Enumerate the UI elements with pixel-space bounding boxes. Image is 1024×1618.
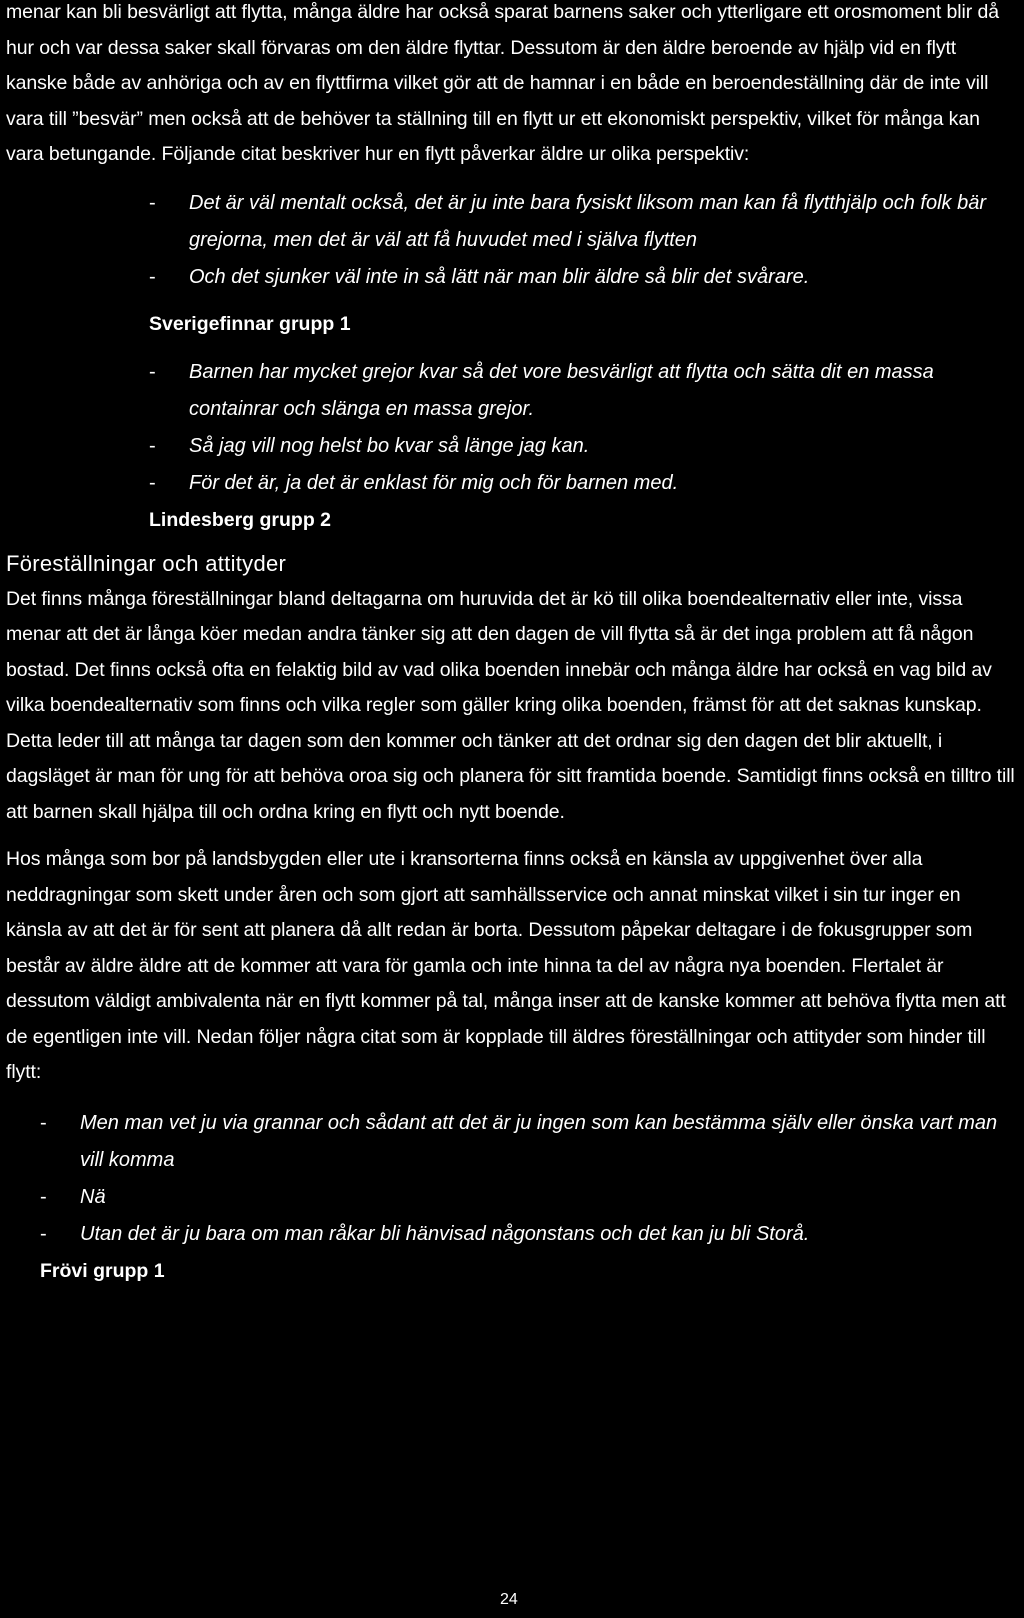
quote-text: Och det sjunker väl inte in så lätt när man blir äldre så blir det svårare.	[189, 265, 810, 288]
list-dash: -	[149, 471, 156, 494]
quote-item	[149, 465, 1020, 502]
quote-text: Nä	[80, 1185, 106, 1208]
list-dash: -	[40, 1111, 47, 1134]
quote-source: Sverigefinnar grupp 1	[149, 312, 351, 335]
quote-item	[149, 185, 1020, 259]
quote-item	[149, 428, 1020, 465]
quote-item	[40, 1216, 1020, 1253]
quote-text: För det är, ja det är enklast för mig och för barnen med.	[189, 471, 679, 494]
quote-item	[40, 1105, 1020, 1179]
quote-list	[149, 354, 1020, 502]
quote-text: Barnen har mycket grejor kvar så det vore besvärligt att flytta och sätta dit en massa containrar och slänga en massa grejor.	[189, 360, 934, 420]
section-heading: Föreställningar och attityder	[6, 550, 287, 576]
quote-group-2	[149, 354, 1020, 538]
section-paragraph: Hos många som bor på landsbygden eller ute i kransorterna finns också en känsla av uppgivenhet över alla neddragningar som skett under åren och som gjort att samhällsservice och annat minskat vilket i sin tur inger en känsla av att det är för sent att planera då allt redan är borta. Dessutom påpekar deltagare i de fokusgrupper som består av äldre äldre att de kommer att vara för gamla och inte hinna ta del av några nya boenden. Flertalet är dessutom väldigt ambivalenta när en flytt kommer på tal, många inser att de kanske kommer att behöva flytta men att de egentligen inte vill. Nedan följer några citat som är kopplade till äldres föreställningar och attityder som hinder till flytt:	[6, 848, 1006, 1083]
list-dash: -	[149, 191, 156, 214]
list-dash: -	[149, 360, 156, 383]
list-dash: -	[149, 434, 156, 457]
quote-item	[40, 1179, 1020, 1216]
quote-text: Det är väl mentalt också, det är ju inte bara fysiskt liksom man kan få flytthjälp och folk bär grejorna, men det är väl att få huvudet med i själva flytten	[189, 191, 987, 251]
list-dash: -	[40, 1185, 47, 1208]
quote-text: Så jag vill nog helst bo kvar så länge jag kan.	[189, 434, 590, 457]
quote-list	[40, 1105, 1020, 1253]
quote-group-1	[149, 185, 1020, 342]
quote-text: Men man vet ju via grannar och sådant att det är ju ingen som kan bestämma själv eller önska vart man vill komma	[80, 1111, 998, 1171]
list-dash: -	[149, 265, 156, 288]
quote-group-3	[40, 1105, 1020, 1289]
list-dash: -	[40, 1222, 47, 1245]
quote-item	[149, 354, 1020, 428]
section-paragraph: Det finns många föreställningar bland deltagarna om huruvida det är kö till olika boendealternativ eller inte, vissa menar att det är långa köer medan andra tänker sig att den dagen de vill flytta så är det inga problem att få någon bostad. Det finns också ofta en felaktig bild av vad olika boenden innebär och många äldre har också en vag bild av vilka boendealternativ som finns och vilka regler som gäller kring olika boenden, främst för att det saknas kunskap. Detta leder till att många tar dagen som den kommer och tänker att det ordnar sig den dagen det blir aktuellt, i dagsläget är man för ung för att behöva oroa sig och planera för sitt framtida boende. Samtidigt finns också en tilltro till att barnen skall hjälpa till och ordna kring en flytt och nytt boende.	[6, 587, 1015, 823]
quote-source: Frövi grupp 1	[40, 1259, 165, 1282]
document-page	[6, 0, 1020, 1289]
quote-item	[149, 259, 1020, 296]
page-number: 24	[500, 1591, 518, 1608]
intro-paragraph: menar kan bli besvärligt att flytta, många äldre har också sparat barnens saker och ytterligare ett orosmoment blir då hur och var dessa saker skall förvaras om den äldre flyttar. Dessutom är den äldre beroende av hjälp vid en flytt kanske både av anhöriga och av en flyttfirma vilket gör att de hamnar i en både en beroendeställning där de inte vill vara till ”besvär” men också att de behöver ta ställning till en flytt ur ett ekonomiskt perspektiv, vilket för många kan vara betungande. Följande citat beskriver hur en flytt påverkar äldre ur olika perspektiv:	[6, 1, 999, 165]
quote-list	[149, 185, 1020, 296]
quote-text: Utan det är ju bara om man råkar bli hänvisad någonstans och det kan ju bli Storå.	[80, 1222, 810, 1245]
quote-source: Lindesberg grupp 2	[149, 508, 332, 531]
